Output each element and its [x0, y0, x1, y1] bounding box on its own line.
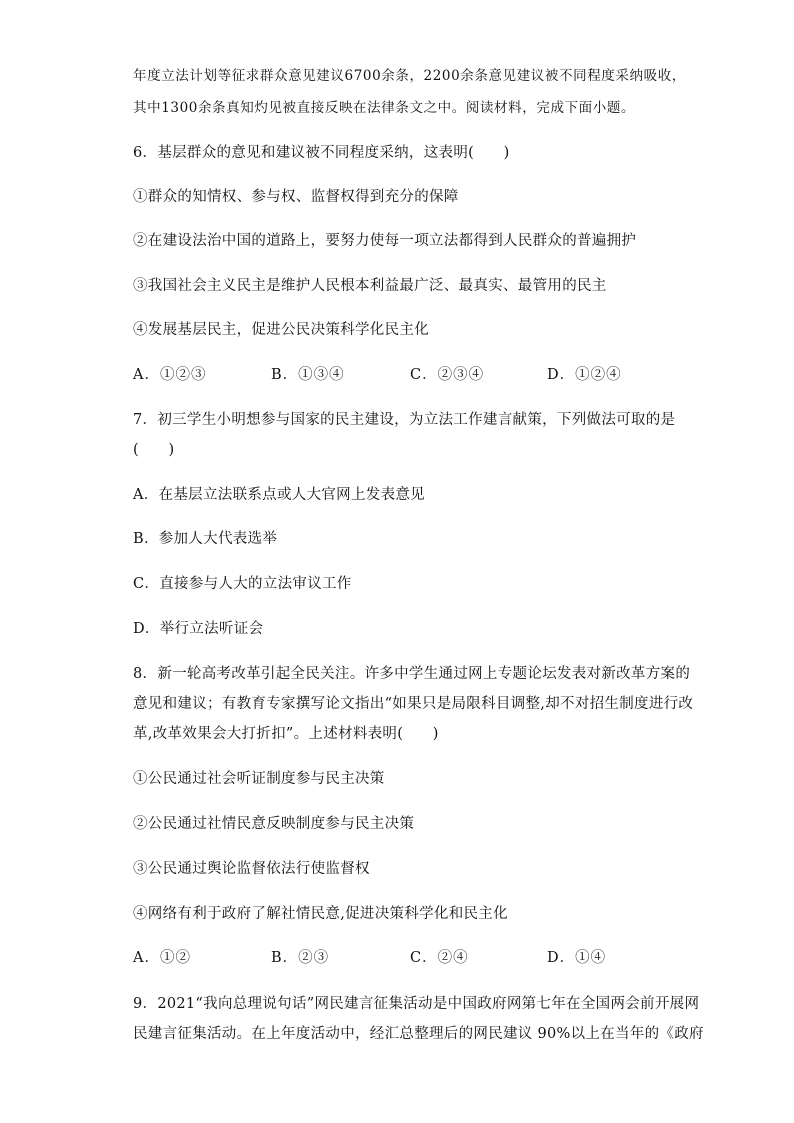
question-9-stem-2: 民建言征集活动。在上年度活动中，经汇总整理后的网民建议 90%以上在当年的《政府 [133, 1026, 704, 1042]
question-8-option-d[interactable]: D．①④ [547, 950, 607, 966]
question-6-statement-3: ③我国社会主义民主是维护人民根本利益最广泛、最真实、最管用的民主 [133, 278, 607, 294]
question-6-option-c[interactable]: C．②③④ [410, 367, 485, 383]
question-6-option-a[interactable]: A．①②③ [133, 367, 207, 383]
question-8-statement-4: ④网络有利于政府了解社情民意,促进决策科学化和民主化 [133, 906, 508, 922]
question-7-option-c[interactable]: C．直接参与人大的立法审议工作 [133, 576, 352, 592]
question-7-option-a[interactable]: A．在基层立法联系点或人大官网上发表意见 [133, 487, 425, 503]
question-8-stem-3: 革,改革效果会大打折扣”。上述材料表明( ) [133, 726, 439, 742]
question-8-options [133, 948, 693, 968]
question-8-statement-2: ②公民通过社情民意反映制度参与民主决策 [133, 816, 415, 832]
intro-line-2: 其中1300余条真知灼见被直接反映在法律条文之中。阅读材料，完成下面小题。 [133, 100, 636, 116]
question-6-statement-4: ④发展基层民主，促进公民决策科学化民主化 [133, 322, 429, 338]
question-8-statement-1: ①公民通过社会听证制度参与民主决策 [133, 771, 385, 787]
question-7-option-d[interactable]: D．举行立法听证会 [133, 621, 264, 637]
question-9-stem-1: 9．2021“我向总理说句话”网民建言征集活动是中国政府网第七年在全国两会前开展网 [133, 996, 700, 1012]
question-6-statement-2: ②在建设法治中国的道路上，要努力使每一项立法都得到人民群众的普遍拥护 [133, 233, 637, 249]
question-8-stem-1: 8．新一轮高考改革引起全民关注。许多中学生通过网上专题论坛发表对新改革方案的 [133, 666, 691, 682]
question-8-statement-3: ③公民通过舆论监督依法行使监督权 [133, 861, 370, 877]
question-6-stem: 6．基层群众的意见和建议被不同程度采纳，这表明( ) [133, 145, 510, 161]
question-7-option-b[interactable]: B．参加人大代表选举 [133, 531, 278, 547]
intro-line-1: 年度立法计划等征求群众意见建议6700余条，2200余条意见建议被不同程度采纳吸收， [133, 68, 686, 84]
question-7-stem-1: 7．初三学生小明想参与国家的民主建设，为立法工作建言献策，下列做法可取的是 [133, 412, 676, 428]
question-8-stem-2: 意见和建议；有教育专家撰写论文指出“如果只是局限科目调整,却不对招生制度进行改 [133, 696, 694, 712]
question-8-option-c[interactable]: C．②④ [410, 950, 469, 966]
question-8-option-a[interactable]: A．①② [133, 950, 191, 966]
question-6-statement-1: ①群众的知情权、参与权、监督权得到充分的保障 [133, 189, 459, 205]
question-6-option-b[interactable]: B．①③④ [271, 367, 345, 383]
question-6-options [133, 365, 693, 385]
question-8-option-b[interactable]: B．②③ [271, 950, 330, 966]
question-7-stem-2: ( ) [133, 442, 175, 458]
question-6-option-d[interactable]: D．①②④ [547, 367, 622, 383]
